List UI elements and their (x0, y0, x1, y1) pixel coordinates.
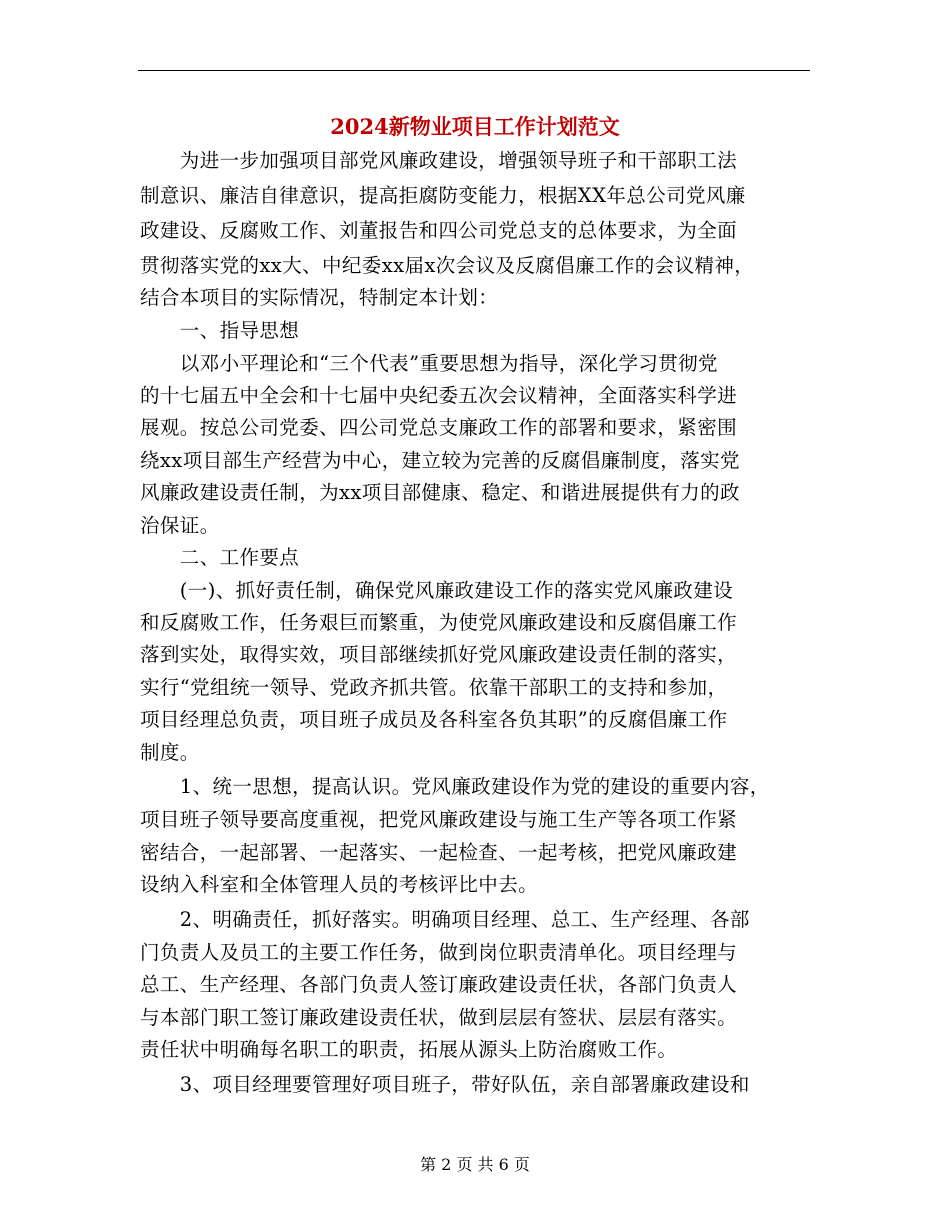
body-line: 与本部门职工签订廉政建设责任状，做到层层有签状、层层有落实。 (140, 1006, 738, 1029)
section-heading: 一、指导思想 (140, 319, 300, 342)
body-line: 制度。 (140, 741, 200, 764)
body-line: 责任状中明确每名职工的职责，拓展从源头上防治腐败工作。 (140, 1038, 678, 1061)
body-line: 密结合，一起部署、一起落实、一起检查、一起考核，把党风廉政建 (140, 841, 738, 864)
body-line: 贯彻落实党的xx大、中纪委xx届x次会议及反腐倡廉工作的会议精神， (140, 254, 755, 277)
body-line: 以邓小平理论和“三个代表”重要思想为指导，深化学习贯彻党 (140, 352, 718, 375)
body-line: 政建设、反腐败工作、刘董报告和四公司党总支的总体要求，为全面 (140, 219, 738, 242)
section-heading: 二、工作要点 (140, 546, 300, 569)
body-line: (一)、抓好责任制，确保党风廉政建设工作的落实党风廉政建设 (140, 579, 734, 602)
body-line: 绕xx项目部生产经营为中心，建立较为完善的反腐倡廉制度，落实党 (140, 449, 740, 472)
body-line: 结合本项目的实际情况，特制定本计划： (140, 286, 499, 309)
body-line: 门负责人及员工的主要工作任务，做到岗位职责清单化。项目经理与 (140, 941, 738, 964)
body-line: 的十七届五中全会和十七届中央纪委五次会议精神，全面落实科学进 (140, 384, 738, 407)
body-line: 为进一步加强项目部党风廉政建设，增强领导班子和干部职工法 (140, 149, 738, 172)
header-rule (138, 70, 810, 71)
body-line: 实行“党组统一领导、党政齐抓共管。依靠干部职工的支持和参加， (140, 676, 728, 699)
body-line: 治保证。 (140, 514, 220, 537)
document-title: 2024新物业项目工作计划范文 (330, 114, 620, 139)
body-line: 1、统一思想，提高认识。党风廉政建设作为党的建设的重要内容， (140, 775, 770, 798)
body-line: 3、项目经理要管理好项目班子，带好队伍，亲自部署廉政建设和 (140, 1073, 750, 1096)
body-line: 项目经理总负责，项目班子成员及各科室各负其职”的反腐倡廉工作 (140, 708, 728, 731)
body-line: 制意识、廉洁自律意识，提高拒腐防变能力，根据XX年总公司党风廉 (140, 184, 746, 207)
page-number-footer: 第 2 页 共 6 页 (420, 1155, 530, 1174)
body-line: 和反腐败工作，任务艰巨而繁重，为使党风廉政建设和反腐倡廉工作 (140, 611, 738, 634)
body-line: 风廉政建设责任制，为xx项目部健康、稳定、和谐进展提供有力的政 (140, 481, 740, 504)
body-line: 总工、生产经理、各部门负责人签订廉政建设责任状，各部门负责人 (140, 973, 738, 996)
body-line: 项目班子领导要高度重视，把党风廉政建设与施工生产等各项工作紧 (140, 808, 738, 831)
body-line: 落到实处，取得实效，项目部继续抓好党风廉政建设责任制的落实， (140, 643, 738, 666)
body-line: 设纳入科室和全体管理人员的考核评比中去。 (140, 873, 539, 896)
body-line: 2、明确责任，抓好落实。明确项目经理、总工、生产经理、各部 (140, 908, 750, 931)
body-line: 展观。按总公司党委、四公司党总支廉政工作的部署和要求，紧密围 (140, 416, 738, 439)
